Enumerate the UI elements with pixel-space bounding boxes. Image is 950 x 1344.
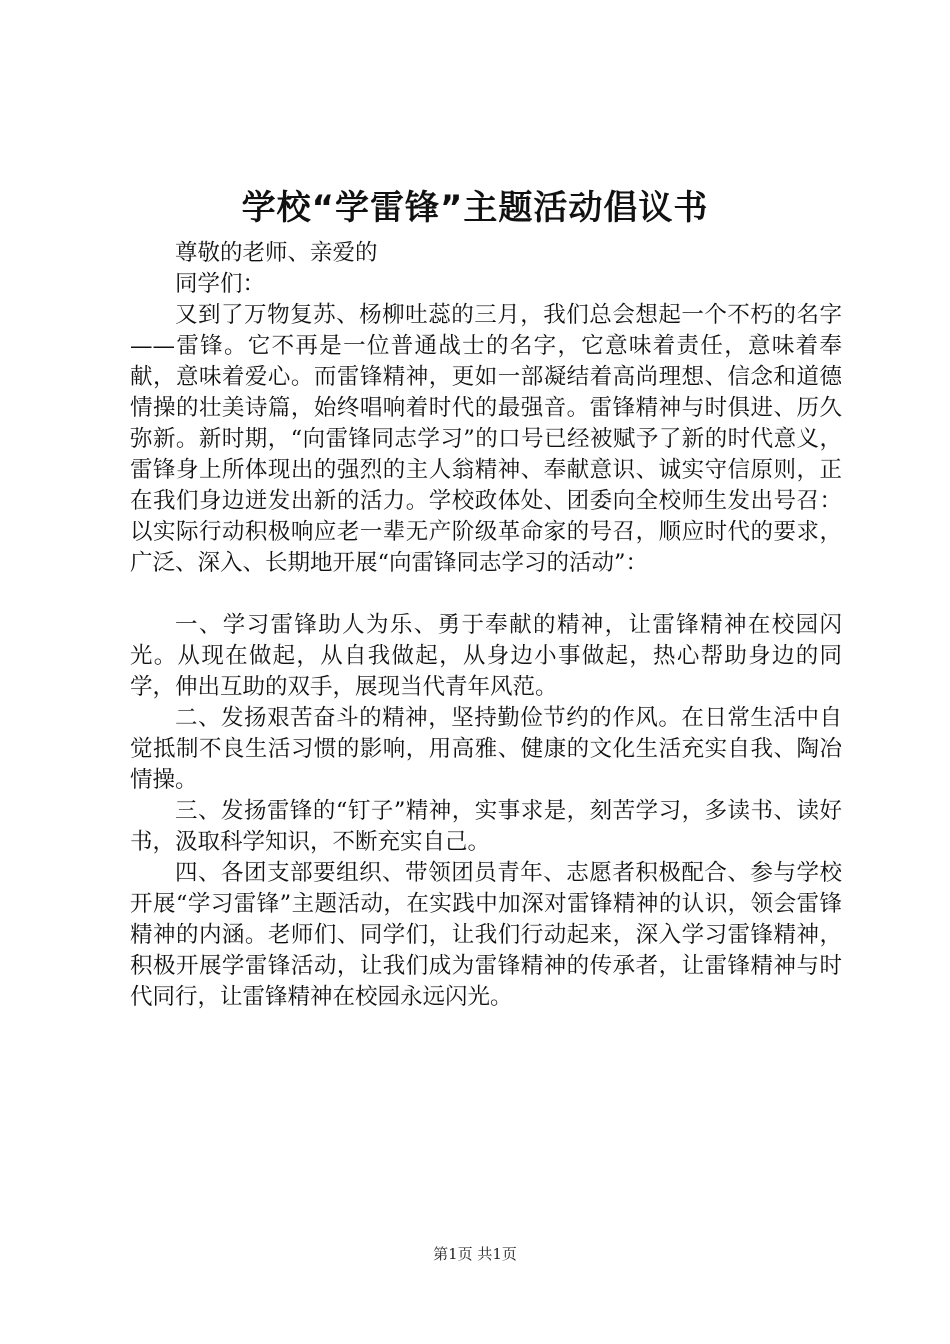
body-paragraph: 一、学习雷锋助人为乐、勇于奉献的精神，让雷锋精神在校园闪光。从现在做起，从自我做起，从身边小事做起，热心帮助身边的同学，伸出互助的双手，展现当代青年风范。 [130,612,842,700]
body-paragraph: 三、发扬雷锋的“钉子”精神，实事求是，刻苦学习，多读书、读好书，汲取科学知识，不断充实自己。 [130,798,842,855]
document-body [130,238,842,1013]
page-number-footer: 第1页 共1页 [433,1245,517,1263]
paragraph-spacer [130,579,842,610]
salutation-line: 同学们： [175,271,266,297]
body-paragraph: 四、各团支部要组织、带领团员青年、志愿者积极配合、参与学校开展“学习雷锋”主题活动，在实践中加深对雷锋精神的认识，领会雷锋精神的内涵。老师们、同学们，让我们行动起来，深入学习雷锋精神，积极开展学雷锋活动，让我们成为雷锋精神的传承者，让雷锋精神与时代同行，让雷锋精神在校园永远闪光。 [130,860,842,1010]
document-title: 学校“学雷锋”主题活动倡议书 [241,188,709,228]
body-paragraph: 又到了万物复苏、杨柳吐蕊的三月，我们总会想起一个不朽的名字——雷锋。它不再是一位普通战士的名字，它意味着责任，意味着奉献，意味着爱心。而雷锋精神，更如一部凝结着高尚理想、信念和道德情操的壮美诗篇，始终唱响着时代的最强音。雷锋精神与时俱进、历久弥新。新时期，“向雷锋同志学习”的口号已经被赋予了新的时代意义，雷锋身上所体现出的强烈的主人翁精神、奉献意识、诚实守信原则，正在我们身边迸发出新的活力。学校政体处、团委向全校师生发出号召：以实际行动积极响应老一辈无产阶级革命家的号召，顺应时代的要求，广泛、深入、长期地开展“向雷锋同志学习的活动”： [130,302,842,576]
body-paragraph: 二、发扬艰苦奋斗的精神，坚持勤俭节约的作风。在日常生活中自觉抵制不良生活习惯的影响，用高雅、健康的文化生活充实自我、陶冶情操。 [130,705,842,793]
salutation-line: 尊敬的老师、亲爱的 [175,240,378,266]
